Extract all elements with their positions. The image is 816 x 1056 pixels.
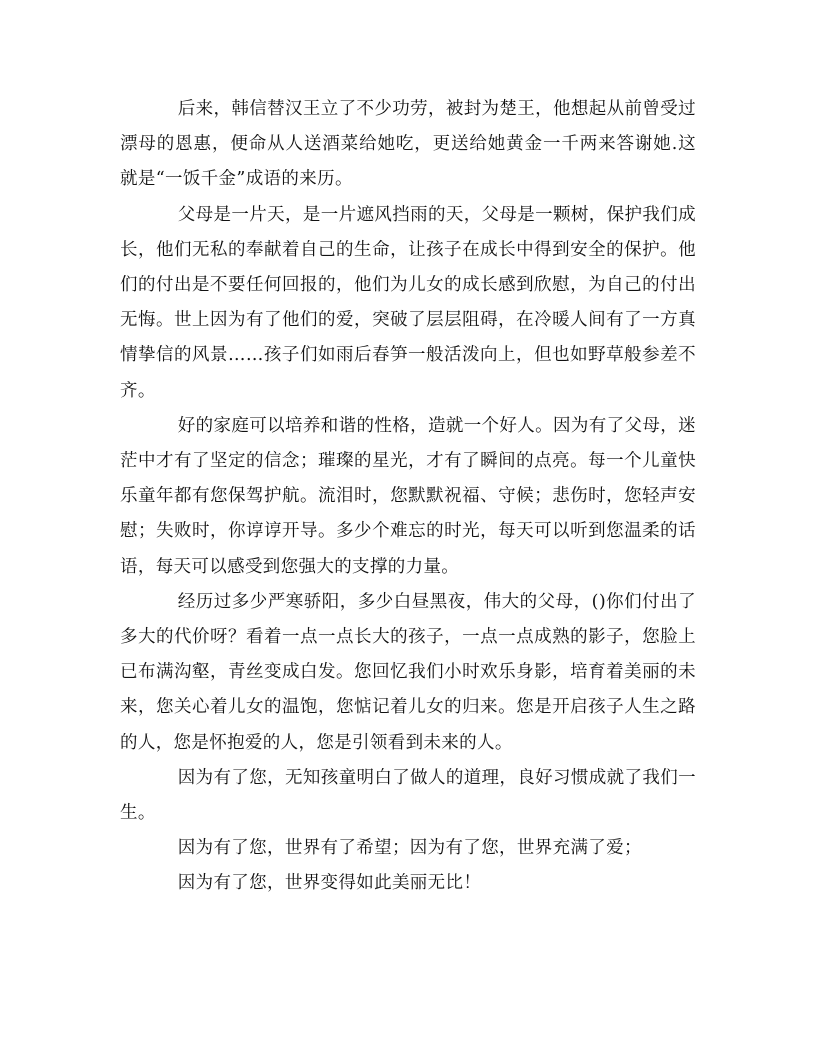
document-body <box>120 92 696 902</box>
paragraph-because-of-you-1: 因为有了您，无知孩童明白了做人的道理，良好习惯成就了我们一生。 <box>120 767 696 824</box>
paragraph-parents-sky: 父母是一片天，是一片遮风挡雨的天，父母是一颗树，保护我们成长，他们无私的奉献着自己的生命，让孩子在成长中得到安全的保护。他们的付出是不要任何回报的，他们为儿女的成长感到欣慰，为自己的付出无悔。世上因为有了他们的爱，突破了层层阻碍，在冷暖人间有了一方真情挚信的风景……孩子们如雨后春笋一般活泼向上，但也如野草般参差不齐。 <box>120 204 696 401</box>
paragraph-good-family: 好的家庭可以培养和谐的性格，造就一个好人。因为有了父母，迷茫中才有了坚定的信念；璀璨的星光，才有了瞬间的点亮。每一个儿童快乐童年都有您保驾护航。流泪时，您默默祝福、守候；悲伤时，您轻声安慰；失败时，你谆谆开导。多少个难忘的时光，每天可以听到您温柔的话语，每天可以感受到您强大的支撑的力量。 <box>120 415 696 577</box>
paragraph-great-parents: 经历过多少严寒骄阳，多少白昼黑夜，伟大的父母，()你们付出了多大的代价呀？看着一点一点长大的孩子，一点一点成熟的影子，您脸上已布满沟壑，青丝变成白发。您回忆我们小时欢乐身影，培育着美丽的未来，您关心着儿女的温饱，您惦记着儿女的归来。您是开启孩子人生之路的人，您是怀抱爱的人，您是引领看到未来的人。 <box>120 591 696 753</box>
paragraph-because-of-you-3: 因为有了您，世界变得如此美丽无比！ <box>177 873 482 894</box>
paragraph-because-of-you-2: 因为有了您，世界有了希望；因为有了您，世界充满了爱； <box>177 838 642 859</box>
paragraph-han-xin: 后来，韩信替汉王立了不少功劳，被封为楚王，他想起从前曾受过漂母的恩惠，便命从人送酒菜给她吃，更送给她黄金一千两来答谢她.这就是“一饭千金”成语的来历。 <box>120 99 696 190</box>
